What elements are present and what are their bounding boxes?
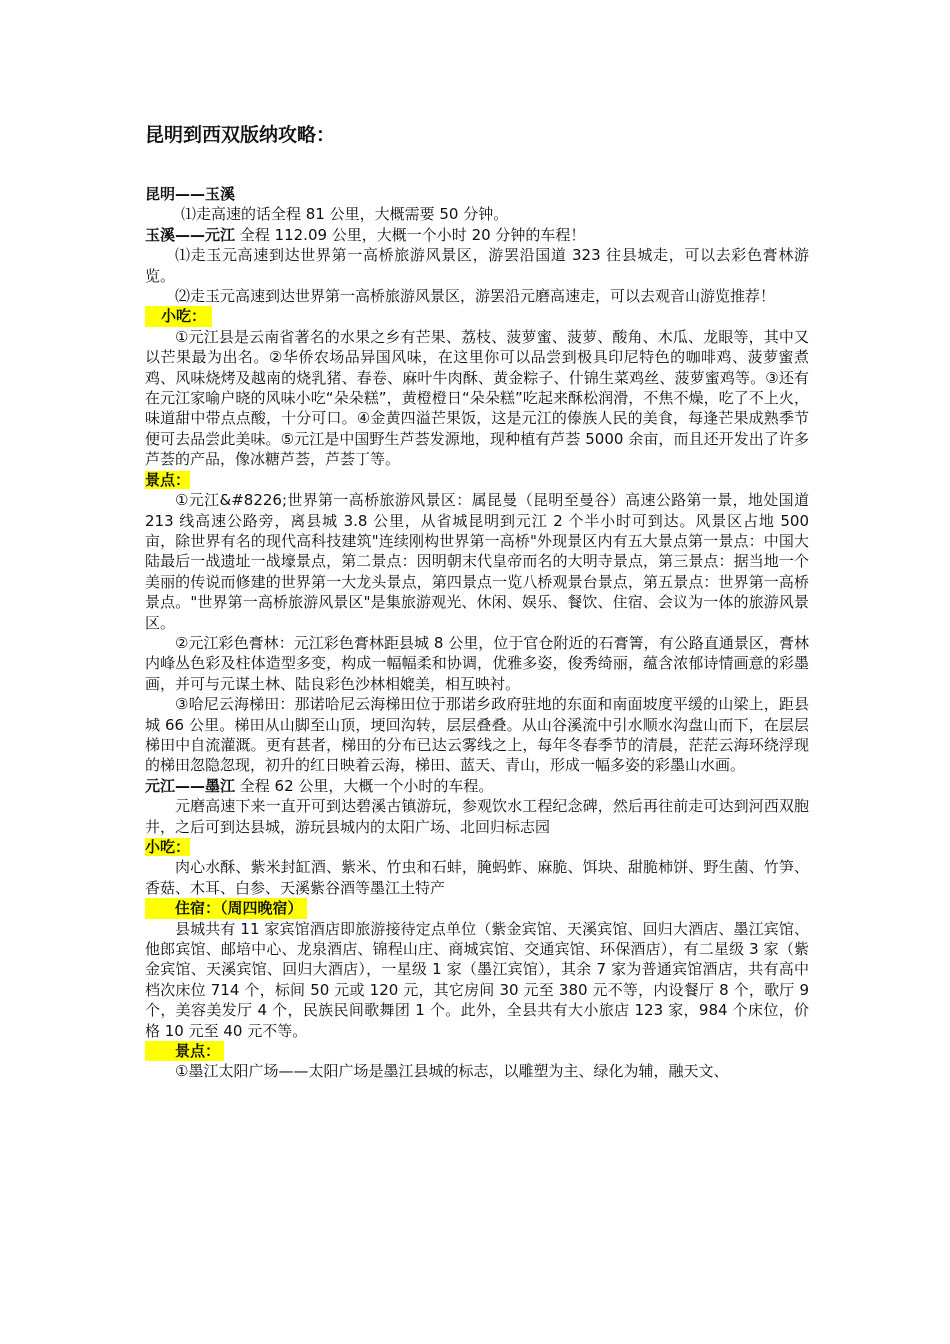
sights-label: 景点： [145, 1041, 224, 1061]
sights-label: 景点： [145, 470, 191, 489]
stay-label: 住宿：（周四晚宿） [145, 898, 307, 918]
section-heading-label: 元江——墨江 [145, 776, 236, 795]
section-heading-yuanjiang-mojiang [145, 776, 809, 796]
page-title: 昆明到西双版纳攻略： [145, 124, 336, 146]
food-label: 小吃： [145, 838, 191, 856]
paragraph: 县城共有 11 家宾馆酒店即旅游接待定点单位（紫金宾馆、天溪宾馆、回归大酒店、墨江宾馆、他郎宾馆、邮培中心、龙泉酒店、锦程山庄、商城宾馆、交通宾馆、环保酒店），有二星级 3 家（紫金宾馆、天溪宾馆、回归大酒店），一星级 1 家（墨江宾馆），其余 7 家为普通宾馆酒店，共有高中档次床位 714 个，标间 50 元或 120 元，其它房间 30 元至 380 元不等，内设餐厅 8 个，歌厅 9 个，美容美发厅 4 个，民族民间歌舞团 1 个。此外，全县共有大小旅店 123 家，984 个床位，价格 10 元至 40 元不等。 [145, 919, 809, 1040]
paragraph: ③哈尼云海梯田：那诺哈尼云海梯田位于那诺乡政府驻地的东面和南面坡度平缓的山梁上，距县城 66 公里。梯田从山脚至山顶，埂回沟转，层层叠叠。从山谷溪流中引水顺水沟盘山而下，在层层梯田中自流灌溉。更有甚者，梯田的分布已达云雾线之上，每年冬春季节的清晨，茫茫云海环绕浮现的梯田忽隐忽现，初升的红日映着云海，梯田、蓝天、青山，形成一幅多姿的彩墨山水画。 [145, 695, 809, 775]
document-page [145, 122, 809, 1082]
sights-label-row [145, 470, 809, 490]
sights-label-row [145, 1041, 809, 1061]
paragraph: 肉心水酥、紫米封缸酒、紫米、竹虫和石蚌，腌蚂蚱、麻脆、饵块、甜脆柿饼、野生菌、竹笋、香菇、木耳、白参、天溪紫谷酒等墨江土特产 [145, 858, 809, 897]
section-heading-yuxi-yuanjiang [145, 225, 809, 245]
paragraph: ①元江&#8226;世界第一高桥旅游风景区：属昆曼（昆明至曼谷）高速公路第一景，地处国道 213 线高速公路旁，离县城 3.8 公里，从省城昆明到元江 2 个半小时可到达。风景区占地 500 亩，除世界有名的现代高科技建筑"连续刚构世界第一高桥"外现景区内有五大景点第一景点：中国大陆最后一战遗址一战壕景点，第二景点：因明朝末代皇帝而名的大明寺景点，第三景点：据当地一个美丽的传说而修建的世界第一大龙头景点，第四景点一览八桥观景台景点，第五景点：世界第一高桥景点。"世界第一高桥旅游风景区"是集旅游观光、休闲、娱乐、餐饮、住宿、会议为一体的旅游风景区。 [145, 491, 809, 632]
food-label-row [145, 837, 809, 857]
paragraph: ⑴走高速的话全程 81 公里，大概需要 50 分钟。 [181, 205, 509, 224]
paragraph: ⑵走玉元高速到达世界第一高桥旅游风景区，游罢沿元磨高速走，可以去观音山游览推荐！ [175, 287, 776, 306]
paragraph: ②元江彩色膏林：元江彩色膏林距县城 8 公里，位于官仓附近的石膏箐，有公路直通景区，膏林内峰丛色彩及柱体造型多变，构成一幅幅柔和协调，优雅多姿，俊秀绮丽，蕴含浓郁诗情画意的彩墨画，并可与元谋土林、陆良彩色沙林相媲美，相互映衬。 [145, 633, 809, 693]
section-heading-detail: 全程 112.09 公里，大概一个小时 20 分钟的车程！ [235, 225, 586, 244]
food-label-row [145, 306, 809, 326]
paragraph: ⑴走玉元高速到达世界第一高桥旅游风景区，游罢沿国道 323 往县城走，可以去彩色膏林游览。 [145, 246, 809, 285]
paragraph: ①墨江太阳广场——太阳广场是墨江县城的标志，以雕塑为主、绿化为辅，融天文、 [175, 1062, 729, 1081]
stay-label-row [145, 898, 809, 918]
paragraph: ①元江县是云南省著名的水果之乡有芒果、荔枝、菠萝蜜、菠萝、酸角、木瓜、龙眼等，其中又以芒果最为出名。②华侨农场品异国风味，在这里你可以品尝到极具印尼特色的咖啡鸡、菠萝蜜煮鸡、风味烧烤及越南的烧乳猪、春卷、麻叶牛肉酥、黄金粽子、什锦生菜鸡丝、菠萝蜜鸡等。③还有在元江家喻户晓的风味小吃“朵朵糕”，黄橙橙日“朵朵糕”吃起来酥松润滑，不焦不燥，吃了不上火，味道甜中带点点酸，十分可口。④金黄四溢芒果饭，这是元江的傣族人民的美食，每逢芒果成熟季节便可去品尝此美味。⑤元江是中国野生芦荟发源地，现种植有芦荟 5000 余亩，而且还开发出了许多芦荟的产品，像冰糖芦荟，芦荟丁等。 [145, 327, 809, 469]
section-heading-detail: 全程 62 公里，大概一个小时的车程。 [235, 776, 494, 795]
paragraph: 元磨高速下来一直开可到达碧溪古镇游玩，参观饮水工程纪念碑，然后再往前走可达到河西双胞井，之后可到达县城，游玩县城内的太阳广场、北回归标志园 [145, 797, 809, 836]
food-label: 小吃： [145, 306, 212, 326]
section-heading-kunming-yuxi: 昆明——玉溪 [145, 185, 236, 203]
section-heading-label: 玉溪——元江 [145, 225, 236, 244]
